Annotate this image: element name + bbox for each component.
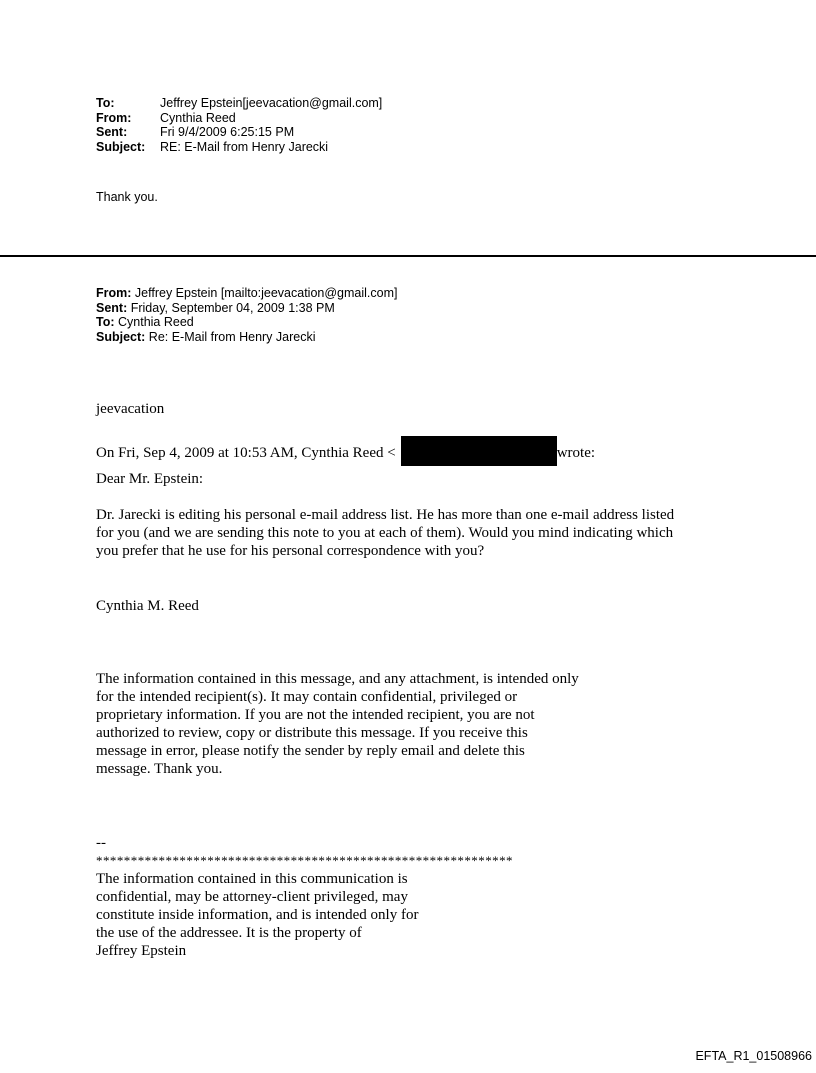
quoted-sent-row <box>96 301 397 316</box>
sig-dashes: -- <box>96 835 106 851</box>
notice-line: the use of the addressee. It is the property of <box>96 925 362 941</box>
notice-line: The information contained in this communication is <box>96 871 408 887</box>
quoted-from-row <box>96 286 397 301</box>
signature-short: jeevacation <box>96 401 165 417</box>
subject-value: RE: E-Mail from Henry Jarecki <box>160 139 329 154</box>
header-from-row <box>96 111 382 126</box>
disclaimer-line: message. Thank you. <box>96 761 223 777</box>
header-to-row <box>96 96 382 111</box>
sender-name: Cynthia M. Reed <box>96 598 199 614</box>
to-label: To: <box>96 96 115 110</box>
disclaimer-line: message in error, please notify the sender by reply email and delete this <box>96 743 525 759</box>
paragraph-line: you prefer that he use for his personal correspondence with you? <box>96 543 485 559</box>
sent-label: Sent: <box>96 125 128 139</box>
notice-line: Jeffrey Epstein <box>96 943 187 959</box>
notice-line: confidential, may be attorney-client privileged, may <box>96 889 408 905</box>
quoted-sent-label: Sent: <box>96 300 128 315</box>
paragraph-line: for you (and we are sending this note to you at each of them). Would you mind indicating which <box>96 525 674 541</box>
email-header-quoted <box>96 286 397 344</box>
document-id: EFTA_R1_01508966 <box>695 1049 812 1063</box>
wrote-suffix: wrote: <box>556 445 596 461</box>
greeting: Dear Mr. Epstein: <box>96 471 204 487</box>
header-sent-row <box>96 125 382 140</box>
quoted-subject-row <box>96 330 397 345</box>
quoted-to-row <box>96 315 397 330</box>
signature-block <box>96 834 513 960</box>
quoted-from-value: Jeffrey Epstein [mailto:jeevacation@gmail.com] <box>134 286 398 300</box>
subject-label: Subject: <box>96 139 146 154</box>
disclaimer-line: authorized to review, copy or distribute this message. If you receive this <box>96 725 528 741</box>
sent-value: Fri 9/4/2009 6:25:15 PM <box>160 125 295 139</box>
header-subject-row <box>96 140 382 155</box>
notice-line: constitute inside information, and is intended only for <box>96 907 419 923</box>
disclaimer-line: proprietary information. If you are not the intended recipient, you are not <box>96 707 535 723</box>
quoted-subject-value: Re: E-Mail from Henry Jarecki <box>148 329 316 344</box>
wrote-prefix: On Fri, Sep 4, 2009 at 10:53 AM, Cynthia Reed < <box>96 445 396 461</box>
disclaimer-line: for the intended recipient(s). It may contain confidential, privileged or <box>96 689 518 705</box>
disclaimer-line: The information contained in this message, and any attachment, is intended only <box>96 671 579 687</box>
paragraph-request <box>96 506 674 560</box>
quoted-from-label: From: <box>96 286 132 300</box>
wrote-line <box>96 436 595 466</box>
redaction-block <box>401 436 557 466</box>
quoted-subject-label: Subject: <box>96 329 146 344</box>
message-divider <box>0 255 816 257</box>
to-value: Jeffrey Epstein[jeevacation@gmail.com] <box>160 96 383 110</box>
reply-body: Thank you. <box>96 190 158 204</box>
quoted-to-label: To: <box>96 315 115 329</box>
from-label: From: <box>96 110 132 125</box>
from-value: Cynthia Reed <box>160 110 236 125</box>
paragraph-line: Dr. Jarecki is editing his personal e-mail address list. He has more than one e-mail address listed <box>96 507 675 523</box>
sig-stars: ************************************************************ <box>96 853 513 868</box>
disclaimer <box>96 670 579 778</box>
email-header-top <box>96 96 382 154</box>
quoted-to-value: Cynthia Reed <box>118 315 194 329</box>
quoted-sent-value: Friday, September 04, 2009 1:38 PM <box>130 300 335 315</box>
